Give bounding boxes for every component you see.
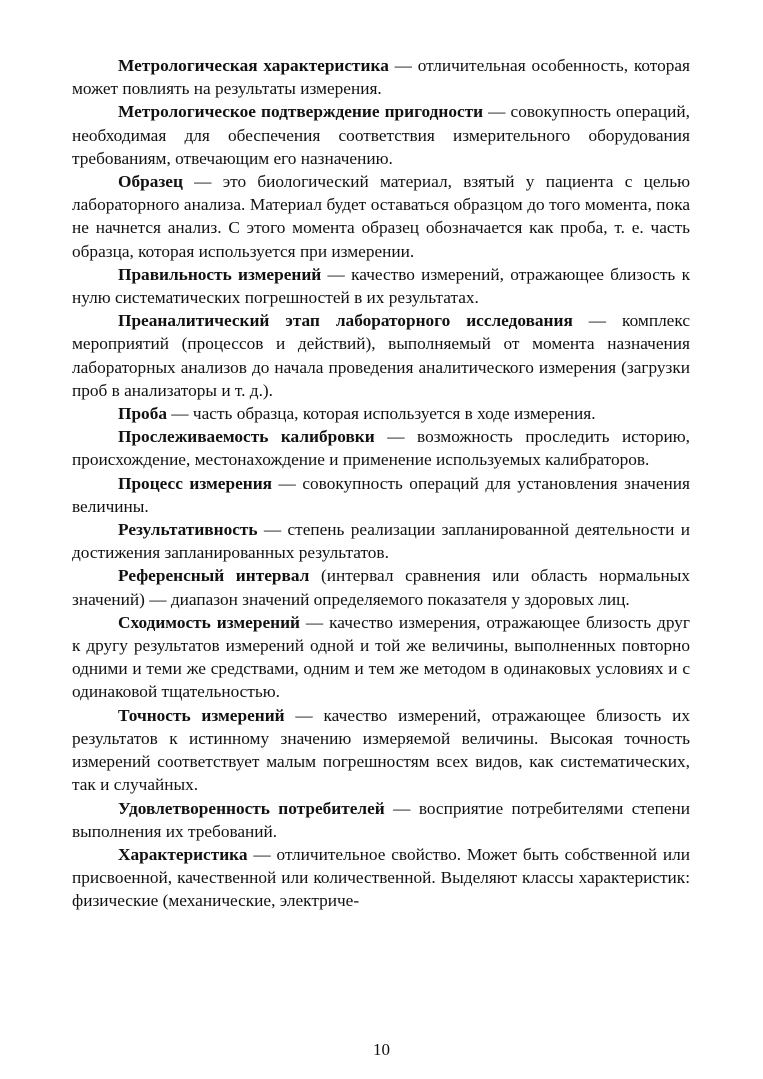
glossary-definition: — отличительное свойство. Может быть собственной или присвоенной, качественной или количественной. Выделяют классы характеристик: физические (механические, электриче- xyxy=(72,844,690,911)
glossary-term: Правильность измерений xyxy=(118,264,322,284)
glossary-term: Удовлетворенность потребителей xyxy=(118,798,385,818)
glossary-definition: — степень реализации запланированной деятельности и достижения запланированных результатов. xyxy=(72,520,690,563)
glossary-entry-sample xyxy=(72,402,690,425)
glossary-entry-repeatability xyxy=(72,611,690,704)
glossary-entry-characteristic xyxy=(72,843,690,913)
glossary-entry-measurement-process xyxy=(72,472,690,518)
glossary-term: Преаналитический этап лабораторного исследования xyxy=(118,311,573,331)
glossary-entry-customer-satisfaction xyxy=(72,797,690,843)
glossary-definition: — качество измерения, отражающее близость друг к другу результатов измерений одной и той же величины, выполненных повторно одними и теми же средствами, одним и тем же методом в одинаковых условиях и с одинаковой тщательностью. xyxy=(72,612,690,702)
glossary-term: Точность измерений xyxy=(118,705,285,725)
glossary-term: Сходимость измерений xyxy=(118,612,300,632)
glossary-entry-effectiveness xyxy=(72,518,690,564)
glossary-entry-accuracy xyxy=(72,704,690,797)
glossary-definition: — возможность проследить историю, происхождение, местонахождение и применение используемых калибраторов. xyxy=(72,427,691,470)
glossary-definition: — комплекс мероприятий (процессов и действий), выполняемый от момента назначения лабораторных анализов до начала проведения аналитического измерения (загрузки проб в анализаторы и т. д.). xyxy=(72,311,690,400)
glossary-term: Образец xyxy=(118,172,183,192)
glossary-entry-preanalytical-stage xyxy=(72,309,690,402)
glossary-term: Референсный интервал xyxy=(118,566,310,586)
glossary-entry-specimen xyxy=(72,170,690,263)
glossary-definition: — качество измерений, отражающее близость их результатов к истинному значению измеряемой величины. Высокая точность измерений соответствует малым погрешностям всех видов, как систематических, так и случайных. xyxy=(72,705,690,795)
glossary-term: Проба xyxy=(118,404,167,424)
glossary-entry-calibration-traceability xyxy=(72,425,690,471)
glossary-term: Процесс измерения xyxy=(118,473,273,493)
page-number: 10 xyxy=(373,1040,390,1059)
glossary-definition: — часть образца, которая используется в ходе измерения. xyxy=(166,404,596,424)
glossary-definition: — качество измерений, отражающее близость к нулю систематических погрешностей в их результатах. xyxy=(72,264,690,308)
glossary-definition: — отличительная особенность, которая может повлиять на результаты измерения. xyxy=(72,56,690,99)
glossary-term: Результативность xyxy=(118,520,258,540)
glossary-term: Характеристика xyxy=(118,844,248,864)
glossary-term: Метрологическая характеристика xyxy=(118,56,389,75)
glossary-definition: — совокупность операций, необходимая для обеспечения соответствия измерительного оборудования требованиям, отвечающим его назначению. xyxy=(72,102,690,168)
glossary-definition: (интервал сравнения или область нормальных значений) — диапазон значений определяемого показателя у здоровых лиц. xyxy=(72,566,690,609)
glossary-definition: — совокупность операций для установления значения величины. xyxy=(72,473,690,516)
glossary-entry-reference-interval xyxy=(72,564,690,610)
glossary-definition: — это биологический материал, взятый у пациента с целью лабораторного анализа. Материал будет оставаться образцом до того момента, пока не начнется анализ. С этого момента образец обозначается как проба, т. е. часть образца, которая используется при измерении. xyxy=(72,172,690,261)
glossary-definition: — восприятие потребителями степени выполнения их требований. xyxy=(72,798,691,841)
glossary-page xyxy=(72,54,690,913)
glossary-term: Метрологическое подтверждение пригодности xyxy=(118,102,484,122)
glossary-term: Прослеживаемость калибровки xyxy=(118,427,375,447)
glossary-entry-trueness xyxy=(72,263,690,309)
glossary-entry-metrological-confirmation xyxy=(72,100,690,170)
glossary-entry-metrological-characteristic xyxy=(72,54,690,100)
